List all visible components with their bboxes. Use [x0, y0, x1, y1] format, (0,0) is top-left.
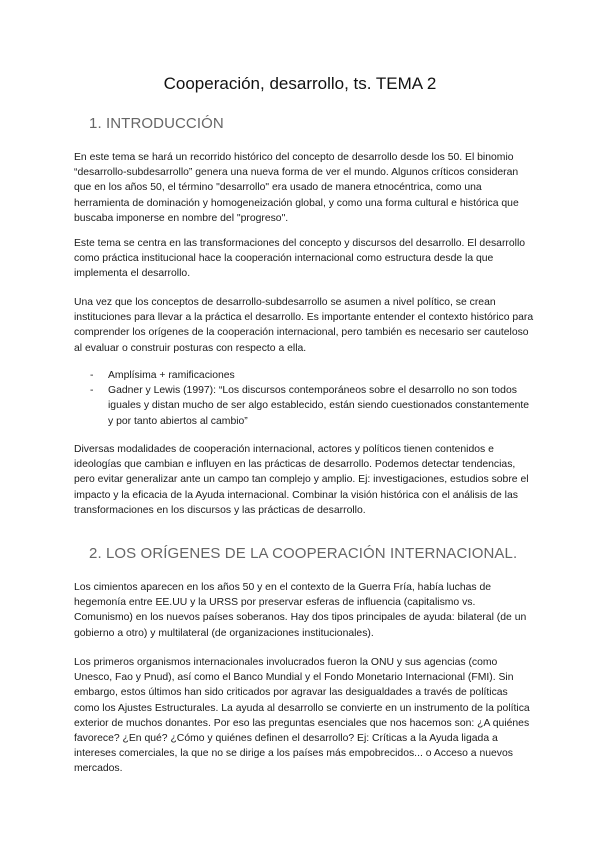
bullet-dash: -: [90, 370, 94, 381]
intro-paragraph-2: Este tema se centra en las transformaciones del concepto y discursos del desarrollo. El desarrollo como práctica institucional hace la cooperación internacional como estructura desde la que implementa el desarrollo.: [74, 238, 526, 280]
list-item: [74, 368, 534, 383]
bullet-text: Gadner y Lewis (1997): “Los discursos contemporáneos sobre el desarrollo no son todos iguales y distan mucho de ser algo establecido, están siendo cuestionados constantemente y por tanto abiertos al cambio”: [108, 385, 530, 427]
section-heading-introduccion: 1. INTRODUCCIÓN: [89, 115, 224, 132]
origins-paragraph-2: Los primeros organismos internacionales involucrados fueron la ONU y sus agencias (como Unesco, Fao y Pnud), así como el Banco Mundial y el Fondo Monetario Internacional (FMI). Sin embargo, estos últimos han sido criticados por agravar las desigualdades a través de políticas como los Ajustes Estructurales. La ayuda al desarrollo se convierte en un instrumento de la política exterior de muchos donantes. Por eso las preguntas esenciales que nos hacemos son: ¿A quiénes favorece? ¿En qué? ¿Cómo y quiénes definen el desarrollo? Ej: Críticas a la Ayuda ligada a intereses comerciales, la que no se dirige a los países más empobrecidos... o Acceso a nuevos mercados.: [74, 657, 530, 775]
origins-paragraph-1: Los cimientos aparecen en los años 50 y en el contexto de la Guerra Fría, había luchas de hegemonía entre EE.UU y la URSS por preservar esferas de influencia (capitalismo vs. Comunismo) en los nuevos países soberanos. Hay dos tipos principales de ayuda: bilateral (de un gobierno a otro) y multilateral (de organizaciones institucionales).: [74, 582, 527, 639]
document-title: Cooperación, desarrollo, ts. TEMA 2: [163, 74, 437, 93]
list-item: [74, 383, 534, 429]
intro-bullet-list: [74, 368, 534, 429]
intro-paragraph-3: Una vez que los conceptos de desarrollo-subdesarrollo se asumen a nivel político, se crean instituciones para llevar a la práctica el desarrollo. Es importante entender el contexto histórico para comprender los orígenes de la cooperación internacional, pero también es necesario ser cauteloso al evaluar o construir posturas con respecto a ella.: [74, 297, 534, 354]
bullet-dash: -: [90, 385, 94, 397]
intro-paragraph-1: En este tema se hará un recorrido histórico del concepto de desarrollo desde los 50. El binomio “desarrollo-subdesarrollo” genera una nueva forma de ver el mundo. Algunos críticos consideran que en los años 50, el término "desarrollo" era usado de manera etnocéntrica, como una herramienta de dominación y homogeneización global, y como una forma cultural e histórica que buscaba imponerse en nombre del "progreso".: [74, 152, 519, 224]
bullet-text: Amplísima + ramificaciones: [108, 370, 235, 381]
section-heading-origenes: 2. LOS ORÍGENES DE LA COOPERACIÓN INTERNACIONAL.: [89, 545, 518, 562]
intro-paragraph-4: Diversas modalidades de cooperación internacional, actores y políticos tienen contenidos e ideologías que cambian e influyen en las prácticas de desarrollo. Podemos detectar tendencias, pero evitar generalizar ante un campo tan complejo y amplio. Ej: investigaciones, estudios sobre el impacto y la eficacia de la Ayuda internacional. Combinar la visión histórica con el análisis de las transformaciones en los discursos y las prácticas de desarrollo.: [74, 444, 529, 516]
